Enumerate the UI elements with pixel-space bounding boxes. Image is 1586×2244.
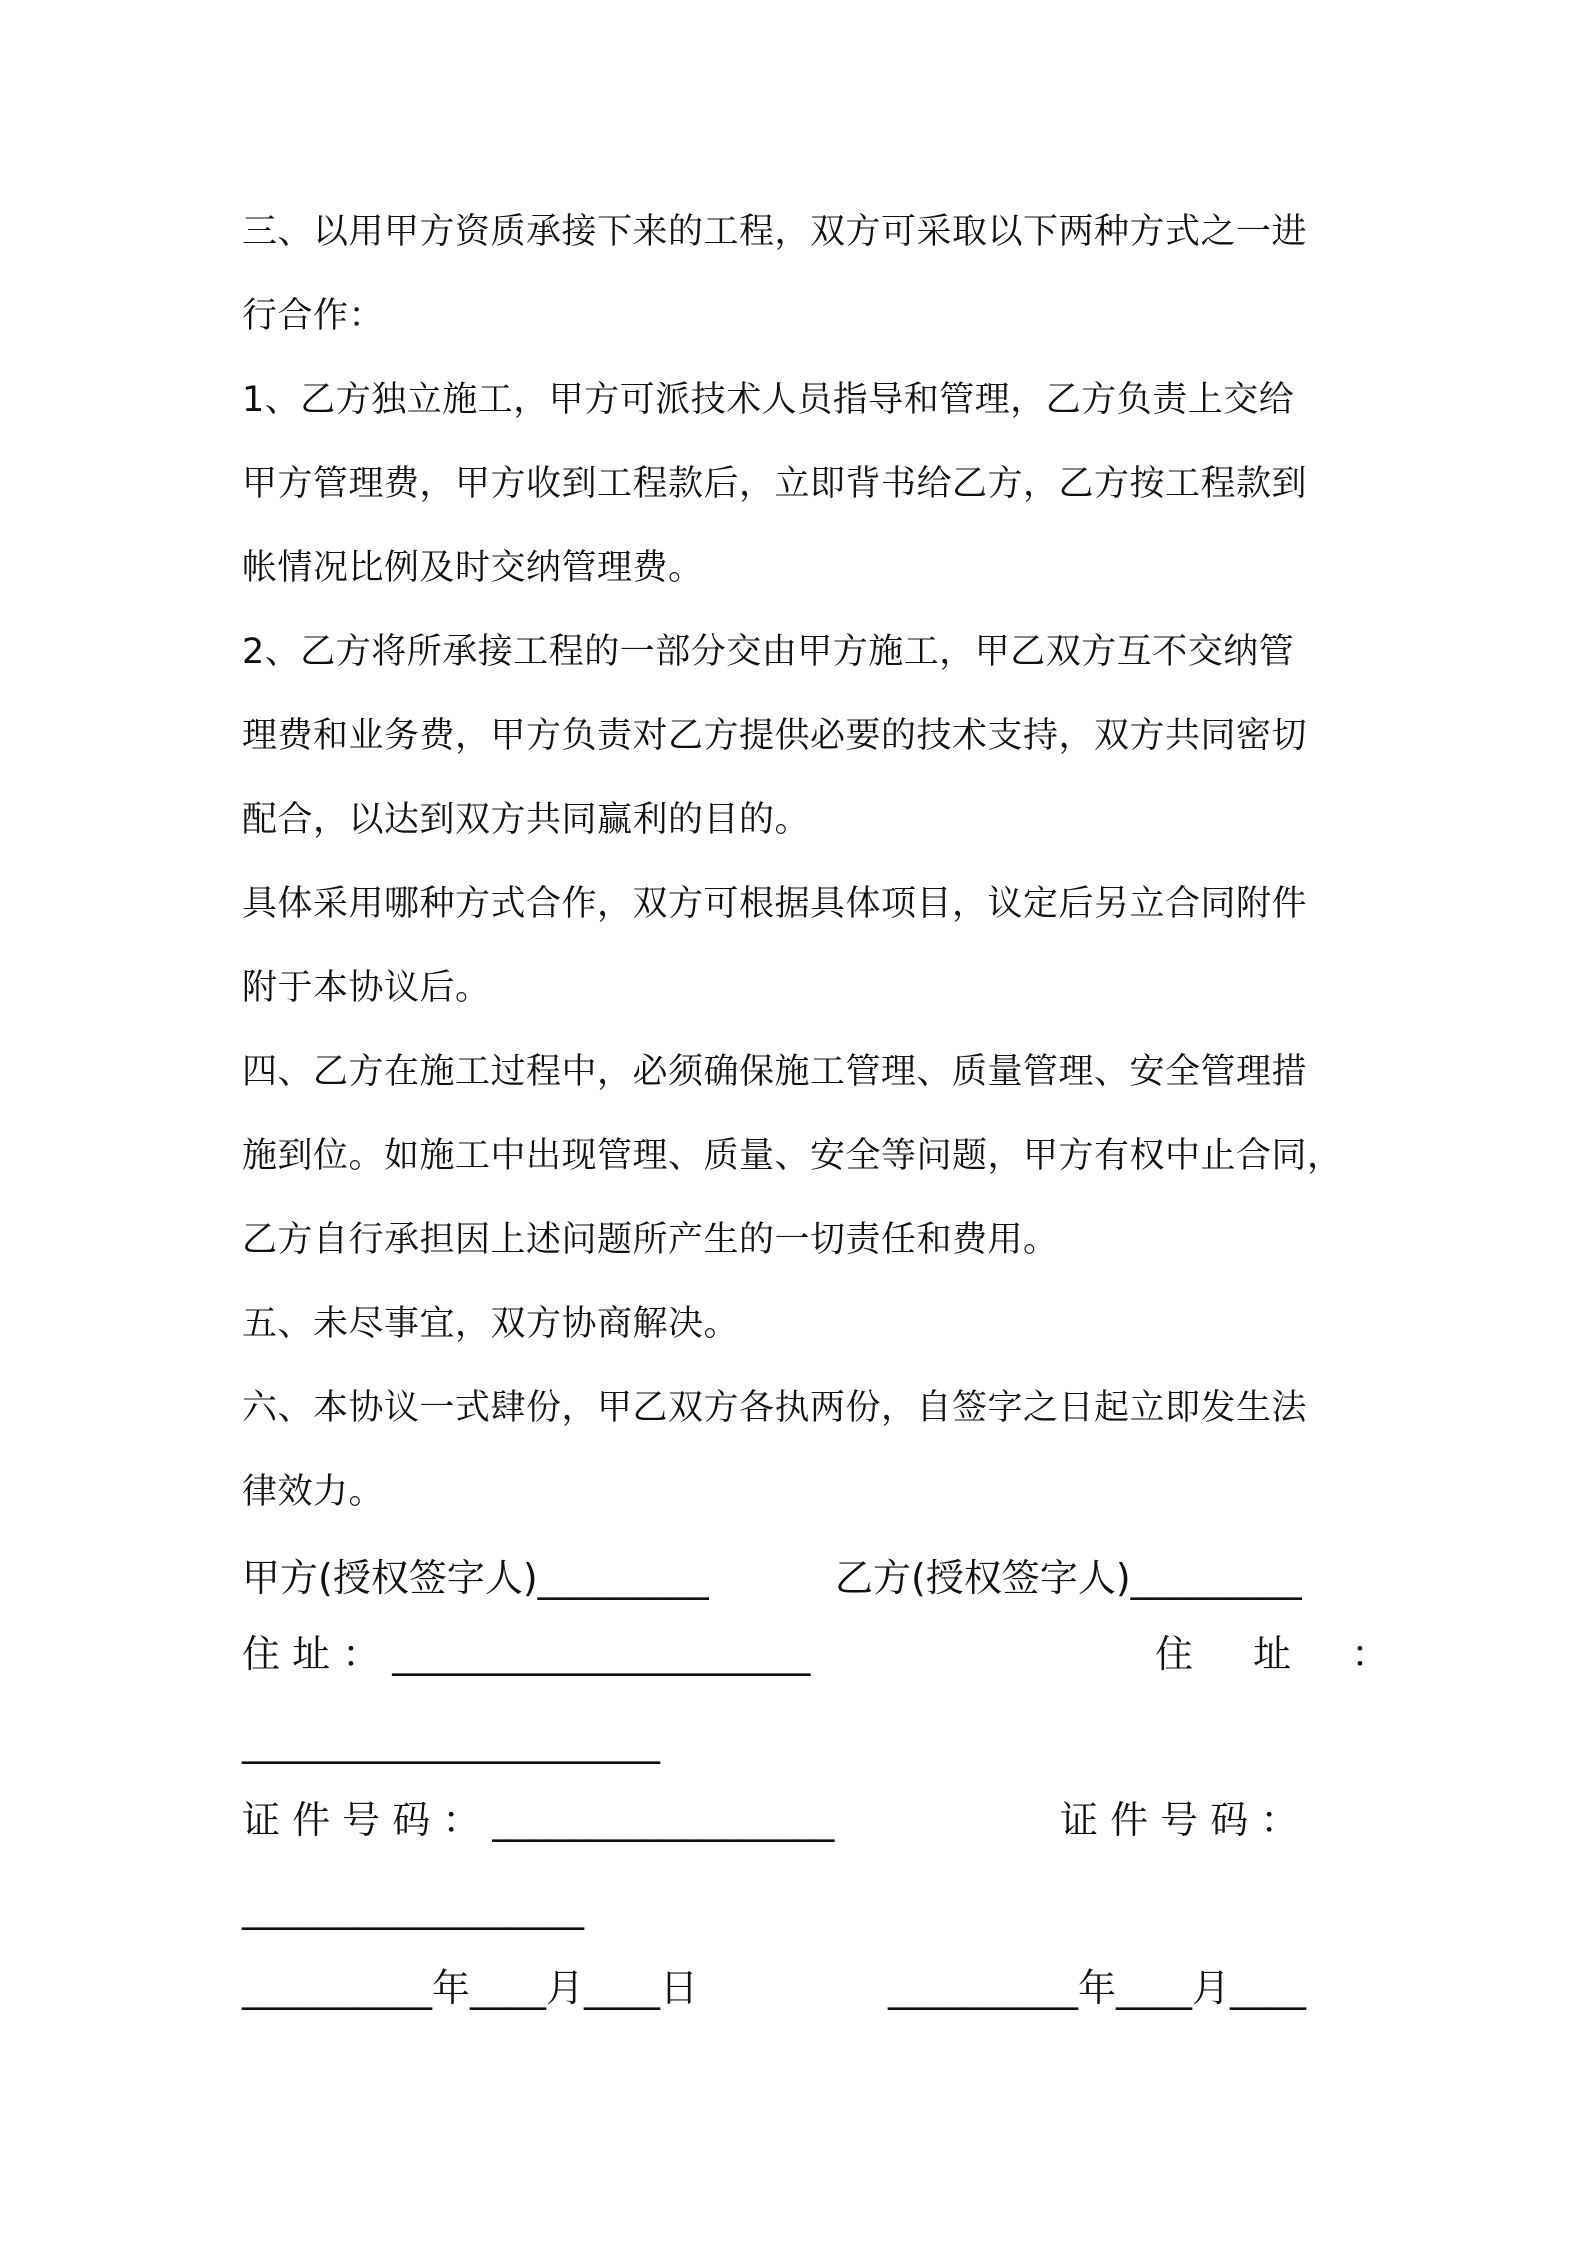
party-a-signatory: 甲方(授权签字人)_________ bbox=[242, 1556, 709, 1600]
paragraph-line: 附于本协议后。 bbox=[242, 968, 491, 1008]
paragraph-line: 具体采用哪种方式合作，双方可根据具体项目，议定后另立合同附件 bbox=[242, 884, 1308, 924]
paragraph-line: 1、乙方独立施工，甲方可派技术人员指导和管理，乙方负责上交给 bbox=[242, 380, 1295, 420]
party-a-date: __________年____月____日 bbox=[242, 1966, 699, 2010]
party-b-signatory: 乙方(授权签字人)_________ bbox=[835, 1556, 1302, 1600]
paragraph-line: 律效力。 bbox=[242, 1472, 385, 1512]
paragraph-line: 四、乙方在施工过程中，必须确保施工管理、质量管理、安全管理措 bbox=[242, 1052, 1308, 1092]
paragraph-line: 配合，以达到双方共同赢利的目的。 bbox=[242, 800, 811, 840]
party-b-address-line: ______________________ bbox=[242, 1720, 660, 1764]
paragraph-line: 六、本协议一式肆份，甲乙双方各执两份，自签字之日起立即发生法 bbox=[242, 1388, 1308, 1428]
paragraph-line: 三、以用甲方资质承接下来的工程，双方可采取以下两种方式之一进 bbox=[242, 212, 1308, 252]
party-a-address: 住 址 ： ______________________ bbox=[242, 1632, 811, 1676]
party-b-address-label: 住 址 ： bbox=[1155, 1632, 1414, 1676]
paragraph-line: 帐情况比例及时交纳管理费。 bbox=[242, 548, 704, 588]
paragraph-line: 施到位。如施工中出现管理、质量、安全等问题，甲方有权中止合同， bbox=[242, 1136, 1343, 1176]
paragraph-line: 五、未尽事宜，双方协商解决。 bbox=[242, 1304, 740, 1344]
party-b-date: __________年____月____ bbox=[888, 1966, 1307, 2010]
party-a-id-number: 证 件 号 码 ： __________________ bbox=[242, 1798, 835, 1842]
paragraph-line: 行合作： bbox=[242, 296, 385, 336]
paragraph-line: 2、乙方将所承接工程的一部分交由甲方施工，甲乙双方互不交纳管 bbox=[242, 632, 1295, 672]
party-b-id-number-label: 证 件 号 码 ： bbox=[1060, 1798, 1299, 1842]
paragraph-line: 乙方自行承担因上述问题所产生的一切责任和费用。 bbox=[242, 1220, 1059, 1260]
paragraph-line: 甲方管理费，甲方收到工程款后，立即背书给乙方，乙方按工程款到 bbox=[242, 464, 1308, 504]
paragraph-line: 理费和业务费，甲方负责对乙方提供必要的技术支持，双方共同密切 bbox=[242, 716, 1308, 756]
party-b-id-number-line: __________________ bbox=[242, 1886, 584, 1930]
